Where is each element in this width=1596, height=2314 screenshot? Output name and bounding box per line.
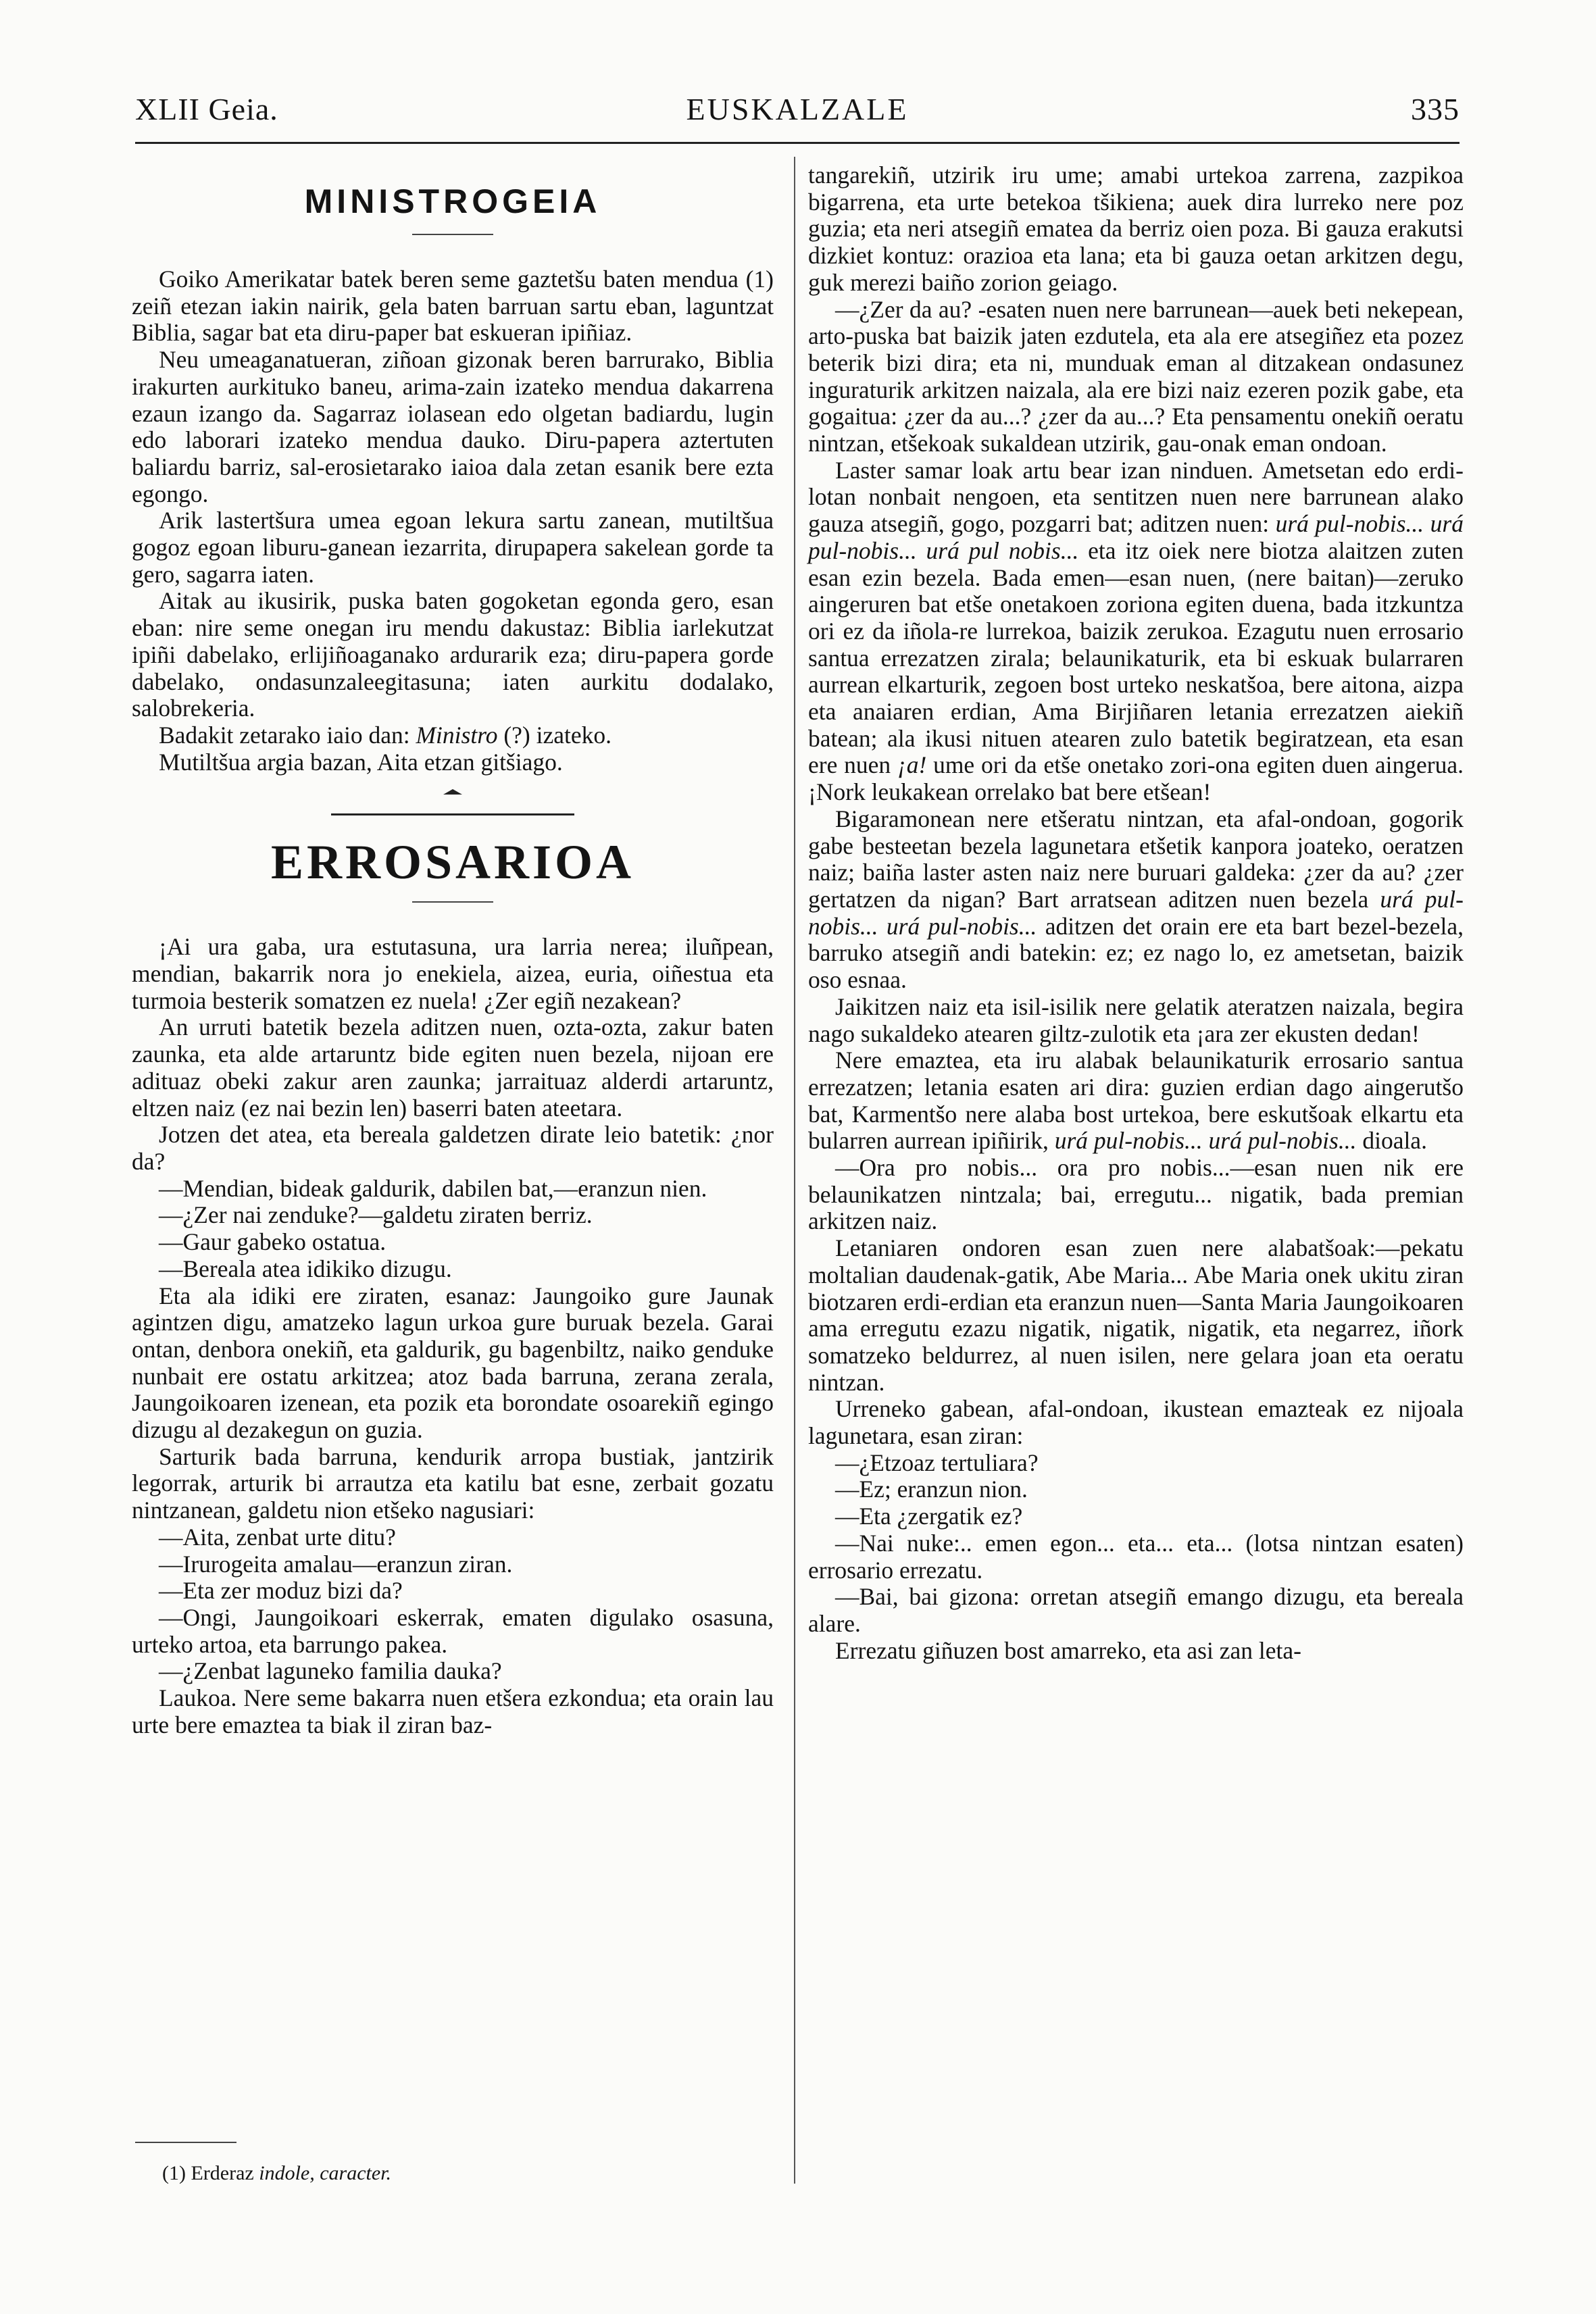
paragraph: —Aita, zenbat urte ditu? — [159, 1523, 396, 1551]
paragraph: Sarturik bada barruna, kendurik arropa bustiak, jantzirik legorrak, arturik bi arrautza eta katilu bat esne, zerbait gozatu nintzanean, galdetu nion etšeko nagusiari: — [132, 1442, 774, 1524]
italic-phrase: urá pul-nobis... urá pul-nobis... urá pul nobis... — [808, 510, 1464, 564]
paragraph: ¡Ai ura gaba, ura estutasuna, ura larria nerea; iluñpean, mendian, bakarrik nora jo enekiela, aizea, euria, oiñestua eta turmoia besterik somatzen ez nuela! ¿Zer egiñ nezakean? — [132, 933, 774, 1014]
paragraph — [808, 457, 1464, 806]
paragraph: An urruti batetik bezela aditzen nuen, ozta-ozta, zakur baten zaunka, eta alde artaruntz bide egiten nuen bezela, nijoan ere adituaz obeki zakur aren zaunka; jarraituaz alderdi artaruntz, eltzen naiz (ez nai bezin len) baserri baten ateetara. — [132, 1013, 774, 1122]
running-header — [135, 91, 1460, 132]
footnote-marker: (1) — [162, 2162, 186, 2184]
text-run: ume ori da etše onetako zori-ona egiten duen aingerua. ¡Nork leukakean orrelako bat bere etšean! — [808, 751, 1464, 806]
text-run: aditzen det orain ere eta bart bezel-bezela, barruko atsegiñ andi batekin: ez; ez nago lo, ez ametsetan, baizik oso esnaa. — [808, 912, 1464, 994]
issue-number: XLII Geia. — [135, 92, 278, 126]
paragraph: Urreneko gabean, afal-ondoan, ikustean emazteak ez nijoala lagunetara, esan ziran: — [808, 1395, 1464, 1450]
text-run: Nere emaztea, eta iru alabak belaunikaturik errosario santua errezatzen; letania esaten ari dira: guzien erdian dago aingerutšo bat, Karmentšo nere alaba bost urtekoa, bere eskutšoak elkartu eta bularren aurrean ipiñirik, — [808, 1047, 1464, 1155]
left-column — [132, 162, 774, 1738]
paragraph: Goiko Amerikatar batek beren seme gaztetšu baten mendua (1) zeiñ etezan iakin nairik, gela baten barruan sartu eban, laguntzat Biblia, sagar bat eta diru-paper bat eskueran ipiñiaz. — [132, 266, 774, 347]
footnote-text: Erderaz — [185, 2162, 259, 2184]
ornament-bump — [443, 789, 462, 795]
paragraph: Jaikitzen naiz eta isil-isilik nere gelatik ateratzen naizala, begira nago sukaldeko atearen giltz-zulotik eta ¡ara zer ekusten dedan! — [808, 992, 1464, 1047]
footnote-rule — [135, 2142, 236, 2143]
text-run: Laster samar loak artu bear izan ninduen. Ametsetan edo erdi-lotan nonbait nengoen, eta sentitzen nuen nere barrunean alako gauza atsegiñ, gogo, pozgarri bat; aditzen nuen: — [808, 456, 1464, 538]
paragraph: Mutiltšua argia bazan, Aita etzan gitšiago. — [159, 748, 563, 776]
paragraph — [808, 1047, 1464, 1155]
paragraph: —Ez; eranzun nion. — [835, 1476, 1028, 1503]
ornament-rule — [331, 813, 574, 815]
article-title-ministrogeia: MINISTROGEIA — [304, 182, 601, 220]
paragraph: —Eta zer moduz bizi da? — [159, 1577, 403, 1605]
paragraph: —Ora pro nobis... ora pro nobis...—esan nuen nik ere belaunikatzen nintzala; bai, erregutu... nigatik, bada premian arkitzen naiz. — [808, 1154, 1464, 1235]
paragraph: Errezatu giñuzen bost amarreko, eta asi zan leta- — [835, 1636, 1301, 1664]
paragraph: Laukoa. Nere seme bakarra nuen etšera ezkondua; eta orain lau urte bere emaztea ta biak il ziran baz- — [132, 1684, 774, 1738]
title-rule — [412, 901, 493, 903]
paragraph: Aitak au ikusirik, puska baten gogoketan egonda gero, esan eban: nire seme onegan iru mendu dakustaz: Biblia iarlekutzat ipiñi dabelako, erlijiñoaganako ardurarik eza; diru-papera gorde dabelako, ondasunzaleegitasuna; iaten aurkitu dodalako, salobrekeria. — [132, 587, 774, 722]
paragraph: Neu umeaganatueran, ziñoan gizonak beren barrurako, Biblia irakurten aurkituko baneu, arima-zain izateko mendua dakarrena ezaun izango da. Sagarraz iolasean edo olgetan badiardu, lugin edo laborari izateko mendua dauko. Diru-papera aztertuten baliardu barriz, sal-erosietarako iaioa dala zetan esanik bere ezta egongo. — [132, 346, 774, 507]
paragraph: —Mendian, bideak galdurik, dabilen bat,—eranzun nien. — [159, 1174, 707, 1202]
title-rule — [412, 234, 493, 235]
paragraph: Arik lastertšura umea egoan lekura sartu zanean, mutiltšua gogoz egoan liburu-ganean iezarrita, dirupapera sakelean gorde ta gero, sagarra iaten. — [132, 507, 774, 588]
paragraph: —Bereala atea idikiko dizugu. — [159, 1255, 452, 1282]
right-column — [808, 162, 1464, 1664]
paragraph: —Bai, bai gizona: orretan atsegiñ emango dizugu, eta bereala alare. — [808, 1583, 1464, 1637]
header-rule — [135, 142, 1460, 144]
paragraph: —¿Zer nai zenduke?—galdetu ziraten berriz. — [159, 1201, 593, 1229]
paragraph: —Gaur gabeko ostatua. — [159, 1228, 386, 1256]
article-title-errosarioa: ERROSARIOA — [270, 835, 635, 890]
paragraph: Letaniaren ondoren esan zuen nere alabatšoak:—pekatu moltalian daudenak-gatik, Abe Maria... Abe Maria onek ukitu ziran biotzaren erdi-erdian eta eranzun nuen—Santa Maria Jaungoikoaren ama erregutu ezazu nigatik, nigatik, nigatik, eta negarrez, iñork somatzeko beldurrez, al nuen isilen, nere gelara joan eta oeratu nintzan. — [808, 1234, 1464, 1396]
paragraph: —Irurogeita amalau—eranzun ziran. — [159, 1550, 513, 1578]
paragraph: —¿Zenbat laguneko familia dauka? — [159, 1657, 502, 1685]
italic-phrase: urá pul-nobis... urá pul-nobis... — [1054, 1127, 1357, 1155]
page-number: 335 — [1411, 92, 1460, 126]
paragraph — [808, 806, 1464, 994]
paragraph: —¿Etzoaz tertuliara? — [835, 1449, 1039, 1476]
column-divider — [794, 157, 795, 2184]
paragraph — [132, 722, 774, 749]
italic-term: Ministro — [416, 721, 498, 749]
footnote-italic: indole, caracter. — [259, 2162, 392, 2184]
section-ornament — [132, 795, 774, 808]
text-run: dioala. — [1356, 1127, 1427, 1155]
paragraph: —¿Zer da au? -esaten nuen nere barrunean—auek beti nekepean, arto-puska bat baizik jaten ezdutela, eta ala ere atsegiñez eta pozez beterik bizi dira; eta ni, munduak eman al ditzakean ondasunez inguraturik arkitzen naizala, ala ere bizi naiz ezeren pozik gabe, eta gogaitua: ¿zer da au...? ¿zer da au...? Eta pensamentu onekiñ oeratu nintzan, etšekoak sukaldean utzirik, gau-onak eman ondoan. — [808, 295, 1464, 457]
footnote — [162, 2162, 391, 2185]
paragraph: tangarekiñ, utzirik iru ume; amabi urtekoa zarrena, zazpikoa bigarrena, eta urte betekoa tšikiena; auek dira lurreko nere poz guzia; eta neri atsegiñ ematea da berriz oien poza. Bi gauza erakutsi dizkiet kontuz: orazioa eta lana; eta bi gauza oetan arkitzen degu, guk merezi baiño zorion geiago. — [808, 161, 1464, 296]
text-run: Badakit zetarako iaio dan: — [159, 721, 416, 749]
paragraph: —Nai nuke:.. emen egon... eta... eta... (lotsa nintzan esaten) errosario errezatu. — [808, 1529, 1464, 1584]
text-run: eta itz oiek nere biotza alaitzen zuten esan ezin bezela. Bada emen—esan nuen, (nere baitan)—zeruko aingeruren bat etše onetakoen zoriona egiten duena, bada itzkuntza ori ez da iñola-re lurrekoa, baizik zerukoa. Ezagutu nuen errosario santua errezatzen zirala; belaunikaturik, eta bi eskuak bularraren aurrean elkarturik, zegoen bost urteko neskatšoa, bere aitona, aizpa eta anaiaren erdian, Ama Birjiñaren letania errezatzen aiekiñ batean; ala ikusi nituen atearen zulo batetik begiratzean, eta esan ere nuen — [808, 536, 1464, 779]
paragraph: —Ongi, Jaungoikoari eskerrak, ematen digulako osasuna, urteko artoa, eta barrungo pakea. — [132, 1603, 774, 1658]
journal-title: EUSKALZALE — [686, 92, 909, 126]
text-run: (?) izateko. — [497, 721, 612, 749]
text-run: Bigaramonean nere etšeratu nintzan, eta afal-ondoan, gogorik gabe besteetan bezela lagunetara etšetik kanpora joateko, oeratzen naiz; baiña laster asten naiz nere buruari galdeka: ¿zer da au? ¿zer gertatzen da nigan? Bart arratsean aditzen nuen bezela — [808, 805, 1464, 913]
italic-phrase: urá pul-nobis... urá pul-nobis... — [808, 885, 1464, 940]
paragraph: Eta ala idiki ere ziraten, esanaz: Jaungoiko gure Jaunak agintzen digu, amatzeko lagun urkoa gure buruak bezela. Garai ontan, denbora onekiñ, eta galdurik, gu bagenbiltz, naiko genduke nunbait ere ostatu arkitzea; atoz bada barruna, zerana zerala, Jaungoikoaren izenean, eta pozik eta borondate osoarekiñ egingo dizugu al dezakegun on guzia. — [132, 1282, 774, 1444]
paragraph: —Eta ¿zergatik ez? — [835, 1503, 1023, 1530]
italic-exclamation: ¡a! — [897, 751, 927, 779]
paragraph: Jotzen det atea, eta bereala galdetzen dirate leio batetik: ¿nor da? — [132, 1121, 774, 1175]
